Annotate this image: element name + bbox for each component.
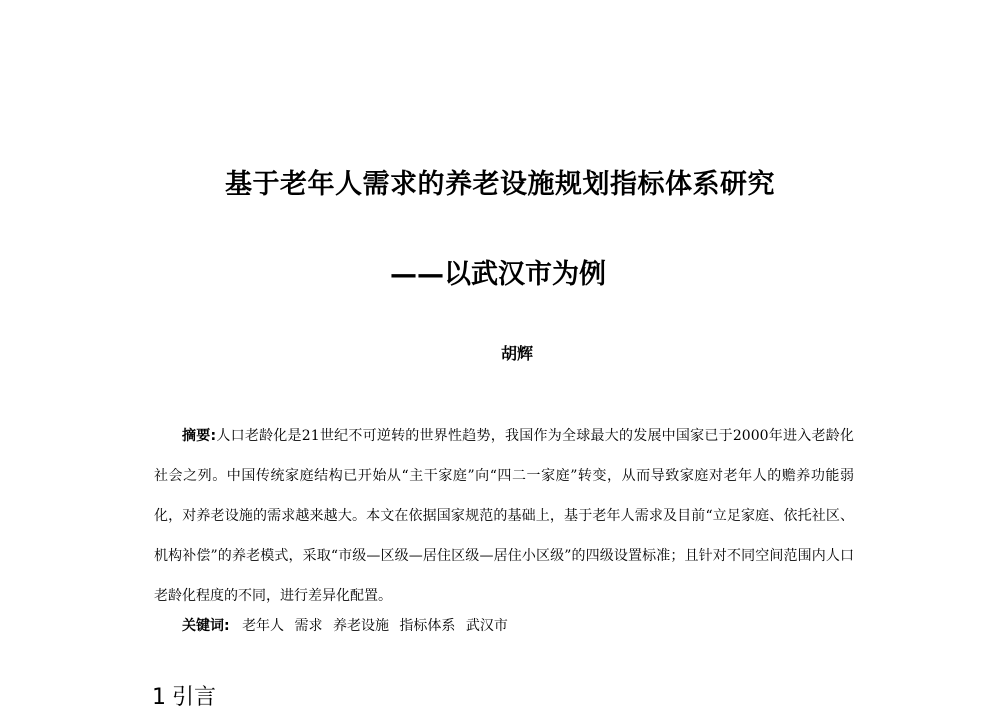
paper-subtitle: ——以武汉市为例 <box>390 259 606 290</box>
section-heading <box>152 680 216 711</box>
section-number: 1 <box>152 685 166 710</box>
paper-title: 基于老年人需求的养老设施规划指标体系研究 <box>225 169 775 200</box>
keyword-item: 老年人 <box>242 618 285 634</box>
keyword-item: 武汉市 <box>465 618 508 634</box>
abstract-text: 人口老龄化是21世纪不可逆转的世界性趋势，我国作为全球最大的发展中国家已于2000年进入老龄化社会之列。中国传统家庭结构已开始从“主干家庭”向“四二一家庭”转变，从而导致家庭对老年人的赡养功能弱化，对养老设施的需求越来越大。本文在依据国家规范的基础上，基于老年人需求及目前“立足家庭、依托社区、机构补偿”的养老模式，采取“市级—区级—居住区级—居住小区级”的四级设置标准；且针对不同空间范围内人口老龄化程度的不同，进行差异化配置。 <box>154 428 854 604</box>
keywords-line <box>182 615 514 635</box>
keyword-item: 指标体系 <box>399 618 456 634</box>
keyword-item: 养老设施 <box>332 618 389 634</box>
abstract-paragraph <box>154 416 854 616</box>
keywords-label: 关键词: <box>182 618 230 634</box>
author-name: 胡辉 <box>500 344 533 363</box>
abstract-label: 摘要: <box>182 428 217 444</box>
section-title: 引言 <box>172 685 217 710</box>
keyword-item: 需求 <box>294 618 323 634</box>
